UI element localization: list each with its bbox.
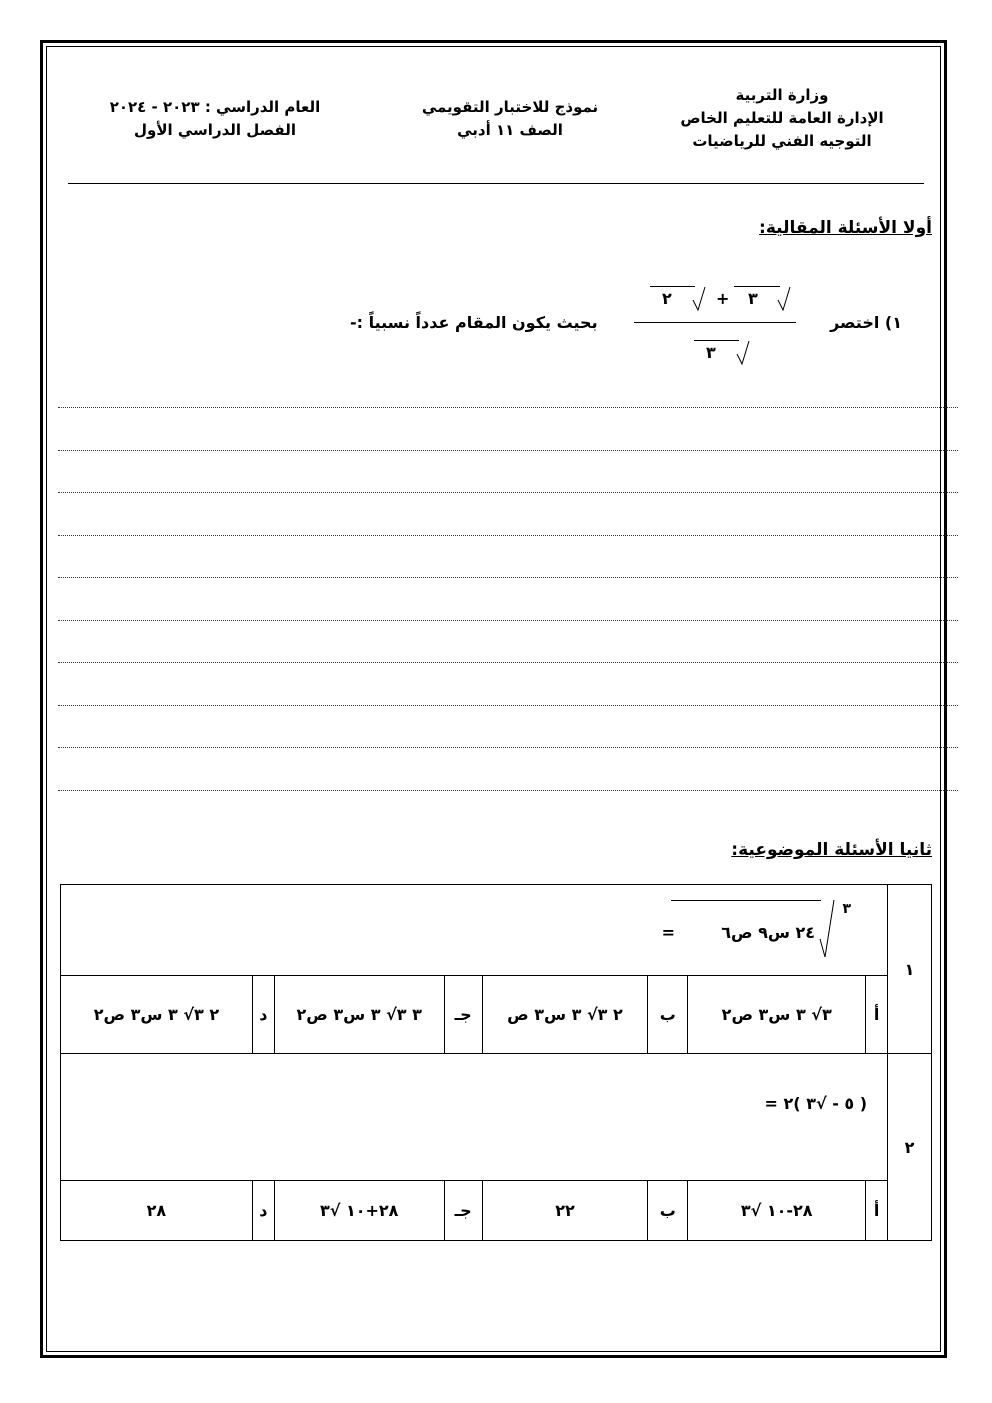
fraction-bar [634, 322, 796, 323]
num-b-vinculum [734, 286, 780, 287]
option-letter: د [252, 1181, 274, 1241]
stem-radicand: ٢٤ س٩ ص٦ [721, 923, 816, 942]
num-a-value: ٢ [662, 289, 672, 308]
q1-instruction: بحيث يكون المقام عدداً نسبياً :- [350, 313, 598, 332]
option-letter: ب [648, 1181, 688, 1241]
exam-title: نموذج للاختبار التقويمي [421, 98, 599, 116]
answer-line [58, 407, 958, 408]
semester-label: الفصل الدراسي الأول [134, 121, 296, 139]
option-a[interactable]: ٣√ ٣ س٣ ص٢ [688, 976, 866, 1054]
den-value: ٣ [706, 343, 716, 362]
q2-expression: ( ٥ - √٣ )٢ = [764, 1094, 868, 1113]
q1-fraction [634, 277, 796, 377]
root-vinculum [671, 900, 821, 901]
sqrt-icon [736, 340, 750, 366]
option-c[interactable]: ٢٨+١٠ √٣ [274, 1181, 444, 1241]
question-number: ١ [888, 885, 932, 1054]
option-b[interactable]: ٢ ٣√ ٣ س٣ ص [482, 976, 648, 1054]
sqrt-icon [692, 286, 706, 312]
supervision-name: التوجيه الفني للرياضيات [692, 132, 872, 150]
header-divider [68, 183, 924, 184]
q2-stem [61, 1054, 888, 1181]
answer-line [58, 620, 958, 621]
option-letter: ب [648, 976, 688, 1054]
option-letter: أ [866, 1181, 888, 1241]
option-letter: جـ [444, 976, 482, 1054]
answer-line [58, 790, 958, 791]
section1-title: أولا الأسئلة المقالية: [759, 218, 932, 238]
grade-label: الصف ١١ أدبي [457, 121, 563, 139]
answer-line [58, 577, 958, 578]
option-d[interactable]: ٢٨ [61, 1181, 253, 1241]
num-a-vinculum [650, 286, 695, 287]
section2-title: ثانيا الأسئلة الموضوعية: [731, 840, 932, 860]
num-plus: + [716, 289, 730, 308]
option-letter: أ [866, 976, 888, 1054]
num-b-value: ٣ [748, 289, 758, 308]
mcq-table [60, 884, 932, 1241]
answer-line [58, 747, 958, 748]
q1-stem [61, 885, 888, 976]
exam-header [405, 96, 615, 142]
option-c[interactable]: ٣ ٣√ ٣ س٣ ص٢ [274, 976, 444, 1054]
academic-year: العام الدراسي : ٢٠٢٣ - ٢٠٢٤ [109, 98, 321, 116]
option-letter: جـ [444, 1181, 482, 1241]
answer-line [58, 662, 958, 663]
stem-equals: = [661, 923, 676, 942]
den-vinculum [694, 340, 739, 341]
answer-line [58, 705, 958, 706]
option-d[interactable]: ٢ ٣√ ٣ س٣ ص٢ [61, 976, 253, 1054]
sqrt-icon [777, 286, 791, 312]
question-number: ٢ [888, 1054, 932, 1241]
option-b[interactable]: ٢٢ [482, 1181, 648, 1241]
cube-root-index: ٣ [842, 901, 852, 917]
year-header [80, 96, 350, 142]
ministry-name: وزارة التربية [735, 86, 829, 104]
ministry-header [667, 84, 897, 153]
answer-line [58, 492, 958, 493]
option-a[interactable]: ٢٨-١٠ √٣ [688, 1181, 866, 1241]
department-name: الإدارة العامة للتعليم الخاص [680, 109, 884, 127]
root-icon [819, 899, 835, 959]
answer-line [58, 450, 958, 451]
q1-label: ١) اختصر [830, 313, 902, 332]
option-letter: د [252, 976, 274, 1054]
answer-line [58, 535, 958, 536]
